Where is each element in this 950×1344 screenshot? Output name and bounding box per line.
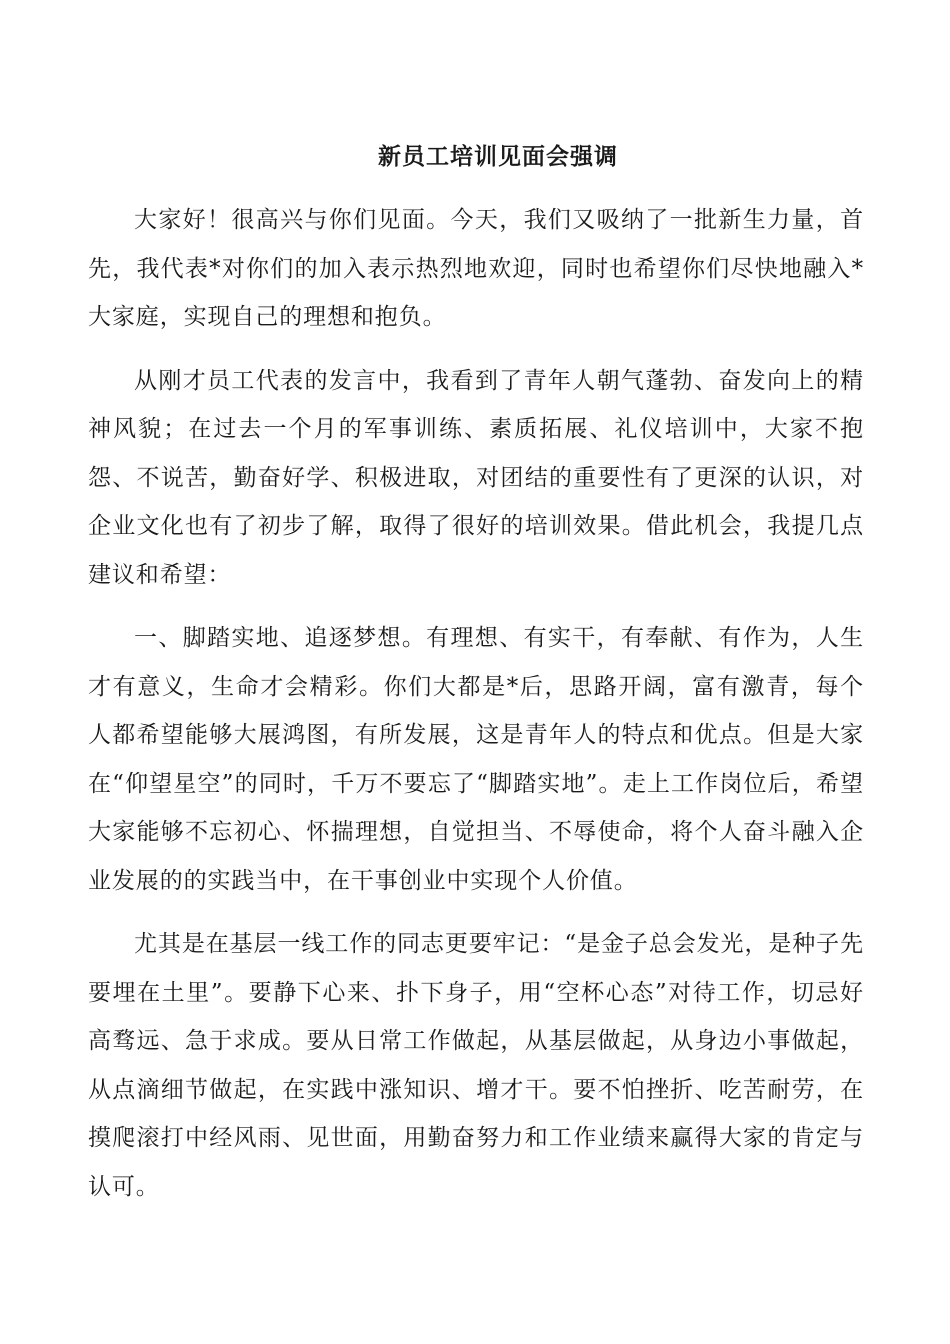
paragraph-greeting: 大家好！很高兴与你们见面。今天，我们又吸纳了一批新生力量，首先，我代表*对你们的加入表示热烈地欢迎，同时也希望你们尽快地融入*大家庭，实现自己的理想和抱负。 bbox=[88, 207, 864, 330]
document-body bbox=[88, 196, 864, 1226]
paragraph-training-review: 从刚才员工代表的发言中，我看到了青年人朝气蓬勃、奋发向上的精神风貌；在过去一个月的军事训练、素质拓展、礼仪培训中，大家不抱怨、不说苦，勤奋好学、积极进取，对团结的重要性有了更深的认识，对企业文化也有了初步了解，取得了很好的培训效果。借此机会，我提几点建议和希望： bbox=[88, 367, 864, 588]
document-title: 新员工培训见面会强调 bbox=[378, 143, 618, 170]
paragraph-point-one: 一、脚踏实地、追逐梦想。有理想、有实干，有奉献、有作为，人生才有意义，生命才会精彩。你们大都是*后，思路开阔，富有激青，每个人都希望能够大展鸿图，有所发展，这是青年人的特点和优点。但是大家在“仰望星空”的同时，千万不要忘了“脚踏实地”。走上工作岗位后，希望大家能够不忘初心、怀揣理想，自觉担当、不辱使命，将个人奋斗融入企业发展的的实践当中，在干事创业中实现个人价值。 bbox=[88, 625, 864, 894]
paragraph-grassroots: 尤其是在基层一线工作的同志更要牢记：“是金子总会发光，是种子先要埋在土里”。要静下心来、扑下身子，用“空杯心态”对待工作，切忌好高骛远、急于求成。要从日常工作做起，从基层做起，从身边小事做起，从点滴细节做起，在实践中涨知识、增才干。要不怕挫折、吃苦耐劳，在摸爬滚打中经风雨、见世面，用勤奋努力和工作业绩来赢得大家的肯定与认可。 bbox=[88, 931, 864, 1200]
